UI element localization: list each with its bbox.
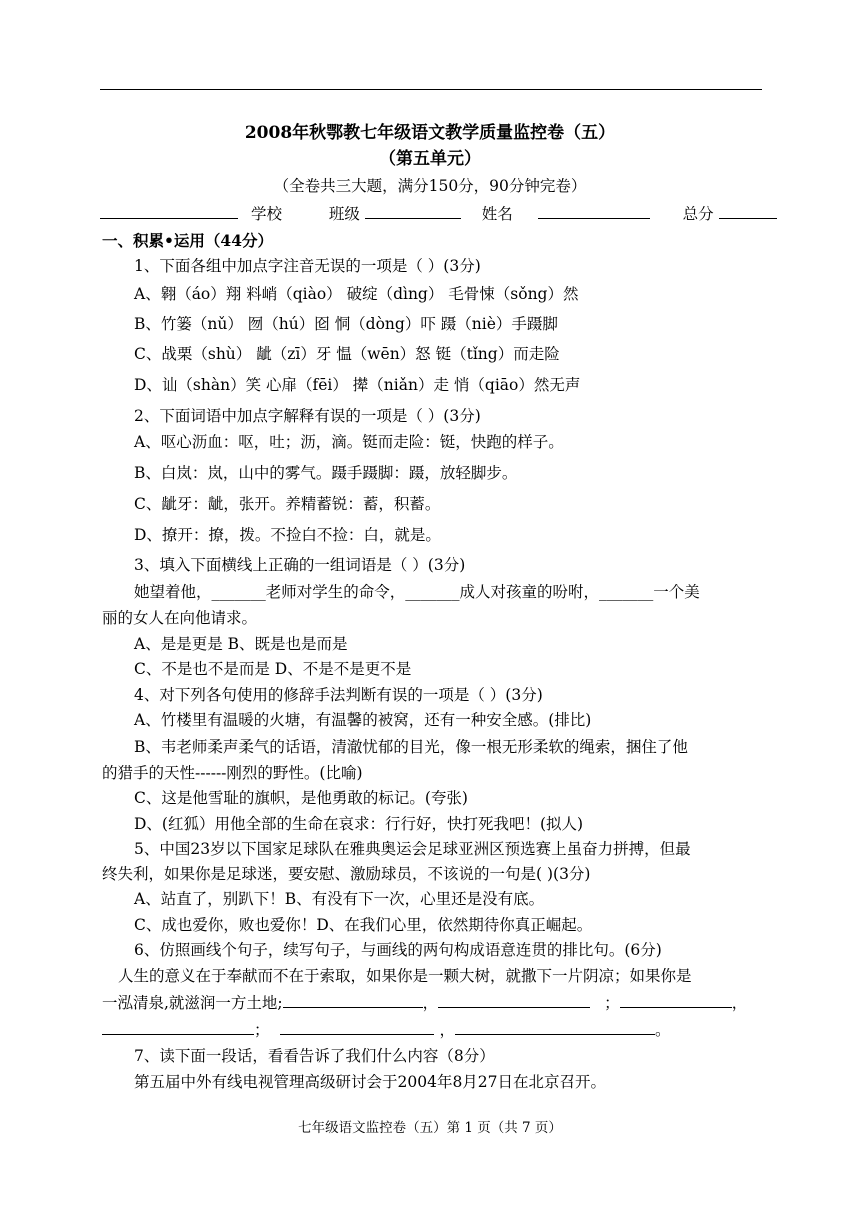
school-label: 学校 (250, 205, 282, 223)
q6-blank-4[interactable] (102, 1020, 254, 1035)
header-fields (100, 204, 777, 224)
q3-passage-line2: 丽的女人在向他请求。 (102, 609, 258, 627)
q6-passage-line2: 一泓清泉,就滋润一方土地; ， ； ， (102, 994, 748, 1012)
q1-option-b: B、竹篓（nǔ） 囫（hú）囵 恫（dòng）吓 蹑（niè）手蹑脚 (134, 315, 558, 333)
q4-option-c: C、这是他雪耻的旗帜，是他勇敢的标记。(夸张) (134, 789, 468, 807)
page-subtitle: （第五单元） (379, 149, 481, 169)
q6-blank-3[interactable] (620, 993, 732, 1008)
q2-option-b: B、白岚：岚，山中的雾气。蹑手蹑脚：蹑，放轻脚步。 (134, 464, 518, 482)
question-7: 7、读下面一段话，看看告诉了我们什么内容（8分） (134, 1047, 495, 1065)
total-label: 总分 (682, 205, 714, 223)
exam-info: （全卷共三大题，满分150分，90分钟完卷） (273, 177, 587, 195)
q1-option-c: C、战栗（shù） 龇（zī）牙 愠（wēn）怒 铤（tǐng）而走险 (134, 345, 560, 363)
question-4: 4、对下列各句使用的修辞手法判断有误的一项是（ ）(3分) (134, 686, 543, 704)
q1-option-d: D、讪（shàn）笑 心扉（fēi） 撵（niǎn）走 悄（qiāo）然无声 (134, 376, 581, 394)
q3-options-cd: C、不是也不是而是 D、不是不是更不是 (134, 660, 412, 678)
q6-blank-6[interactable] (455, 1020, 655, 1035)
class-blank[interactable] (365, 204, 461, 219)
q3-options-ab: A、是是更是 B、既是也是而是 (134, 635, 348, 653)
question-2: 2、下面词语中加点字解释有误的一项是（ ）(3分) (134, 407, 481, 425)
q5-options-ab: A、站直了，别趴下！B、有没有下一次，心里还是没有底。 (134, 890, 545, 908)
q6-blanks-line: ； ， 。 (102, 1020, 671, 1040)
school-blank[interactable] (100, 204, 238, 219)
page-title: 2008年秋鄂教七年级语文教学质量监控卷（五） (244, 123, 616, 143)
q4-option-b-line1: B、韦老师柔声柔气的话语，清澈忧郁的目光，像一根无形柔软的绳索，捆住了他 (134, 738, 688, 756)
q2-option-a: A、呕心沥血：呕，吐；沥，滴。铤而走险：铤，快跑的样子。 (134, 433, 564, 451)
question-1: 1、下面各组中加点字注音无误的一项是（ ）(3分) (134, 257, 481, 275)
q6-passage-line2-text: 一泓清泉,就滋润一方土地; (102, 994, 283, 1012)
q6-blank-5[interactable] (280, 1020, 434, 1035)
q1-option-a: A、翱（áo）翔 料峭（qiào） 破绽（dìng） 毛骨悚（sǒng）然 (134, 285, 579, 303)
page-footer: 七年级语文监控卷（五）第 1 页（共 7 页） (298, 1120, 562, 1136)
q6-blank-1[interactable] (283, 993, 423, 1008)
question-3: 3、填入下面横线上正确的一组词语是（ ）(3分) (134, 556, 466, 574)
question-5-line1: 5、中国23岁以下国家足球队在雅典奥运会足球亚洲区预选赛上虽奋力拼搏，但最 (134, 840, 691, 858)
q5-options-cd: C、成也爱你，败也爱你！D、在我们心里，依然期待你真正崛起。 (134, 916, 593, 934)
q4-option-d: D、(红狐）用他全部的生命在哀求：行行好，快打死我吧！(拟人) (134, 815, 584, 833)
name-blank[interactable] (538, 204, 650, 219)
q4-option-a: A、竹楼里有温暖的火塘，有温馨的被窝，还有一种安全感。(排比) (134, 711, 592, 729)
q7-passage: 第五届中外有线电视管理高级研讨会于2004年8月27日在北京召开。 (134, 1073, 607, 1091)
class-label: 班级 (328, 205, 360, 223)
q6-blank-2[interactable] (438, 993, 590, 1008)
question-5-line2: 终失利，如果你是足球迷，要安慰、激励球员，不该说的一句是( )(3分) (102, 865, 591, 883)
section-heading: 一、积累•运用（44分） (102, 231, 273, 250)
q2-option-c: C、龇牙：龇，张开。养精蓄锐：蓄，积蓄。 (134, 495, 441, 513)
q6-passage-line1: 人生的意义在于奉献而不在于索取，如果你是一颗大树，就撒下一片阴凉；如果你是 (118, 967, 692, 985)
top-rule (100, 89, 762, 90)
q3-passage-line1: 她望着他，_______老师对学生的命令，_______成人对孩童的吩咐，_______一个美 (134, 583, 700, 601)
name-label: 姓名 (481, 205, 513, 223)
q2-option-d: D、撩开：撩，拨。不捡白不捡：白，就是。 (134, 526, 441, 544)
total-blank[interactable] (719, 204, 777, 219)
question-6: 6、仿照画线个句子，续写句子，与画线的两句构成语意连贯的排比句。(6分) (134, 941, 662, 959)
q4-option-b-line2: 的猎手的天性------刚烈的野性。(比喻) (102, 764, 363, 782)
